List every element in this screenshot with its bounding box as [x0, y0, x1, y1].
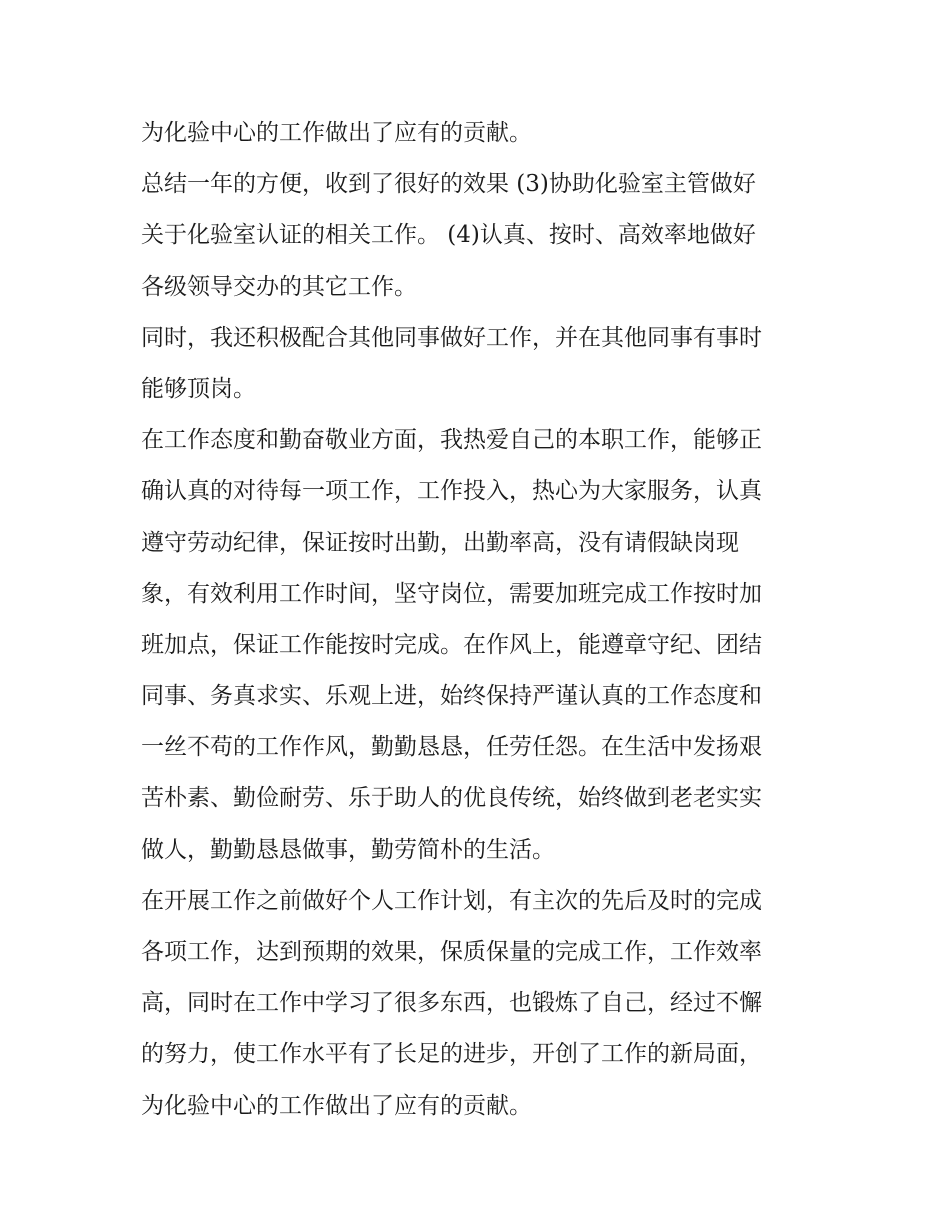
text-line: 能够顶岗。: [141, 375, 256, 402]
text-line: 为化验中心的工作做出了应有的贡献。: [141, 120, 532, 146]
text-line: 遵守劳动纪律，保证按时出勤，出勤率高，没有请假缺岗现: [141, 529, 739, 556]
text-line: 象，有效利用工作时间，坚守岗位，需要加班完成工作按时加: [141, 580, 762, 607]
text-line: 各项工作，达到预期的效果，保质保量的完成工作，工作效率: [141, 939, 762, 965]
text-line: 同事、务真求实、乐观上进，始终保持严谨认真的工作态度和: [141, 683, 762, 710]
text-line: 做人，勤勤恳恳做事，勤劳简朴的生活。: [141, 836, 555, 863]
text-line: 总结一年的方便，收到了很好的效果 (3)协助化验室主管做好: [141, 171, 756, 198]
text-line: 班加点，保证工作能按时完成。在作风上，能遵章守纪、团结: [141, 631, 762, 658]
text-line: 高，同时在工作中学习了很多东西，也锻炼了自己，经过不懈: [141, 990, 762, 1017]
text-line: 为化验中心的工作做出了应有的贡献。: [141, 1092, 532, 1119]
text-line: 各级领导交办的其它工作。: [141, 273, 417, 300]
text-line: 确认真的对待每一项工作，工作投入，热心为大家服务，认真: [141, 478, 762, 505]
text-line: 在工作态度和勤奋敬业方面，我热爱自己的本职工作，能够正: [141, 427, 762, 454]
text-line: 一丝不苟的工作作风，勤勤恳恳，任劳任怨。在生活中发扬艰: [141, 734, 762, 761]
text-line: 在开展工作之前做好个人工作计划，有主次的先后及时的完成: [141, 887, 762, 914]
text-line: 同时，我还积极配合其他同事做好工作，并在其他同事有事时: [141, 324, 762, 351]
text-line: 的努力，使工作水平有了长足的进步，开创了工作的新局面，: [141, 1041, 762, 1068]
text-line: 关于化验室认证的相关工作。 (4)认真、按时、高效率地做好: [141, 222, 756, 249]
document-body: [141, 108, 816, 1132]
text-line: 苦朴素、勤俭耐劳、乐于助人的优良传统，始终做到老老实实: [141, 785, 762, 812]
